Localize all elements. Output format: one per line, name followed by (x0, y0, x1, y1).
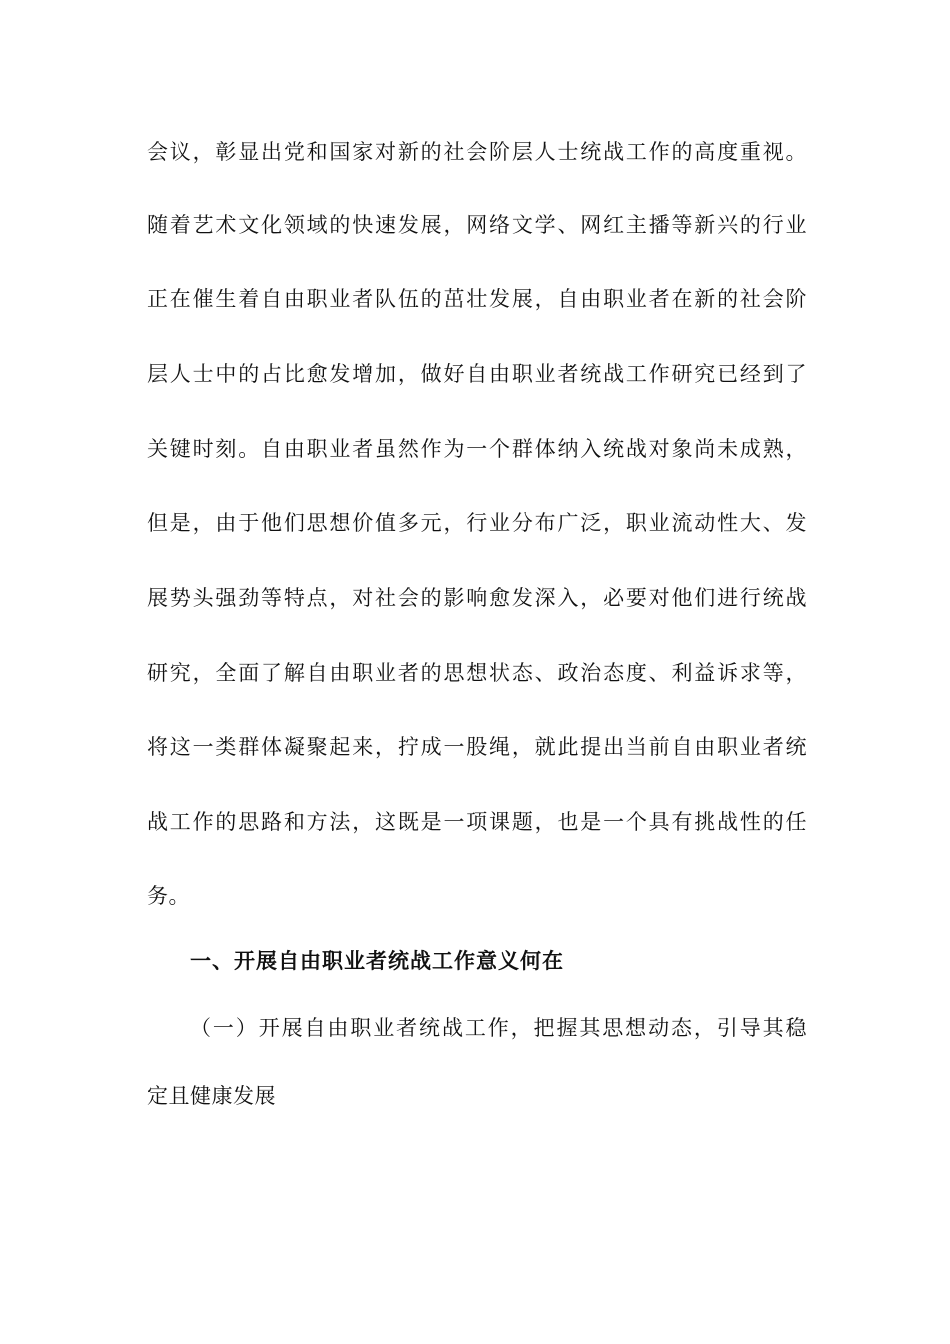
paragraph-line: 关键时刻。自由职业者虽然作为一个群体纳入统战对象尚未成熟， (147, 437, 807, 461)
paragraph-line: 随着艺术文化领域的快速发展，网络文学、网红主播等新兴的行业 (147, 213, 807, 237)
section-heading: 一、开展自由职业者统战工作意义何在 (190, 949, 564, 973)
paragraph-line: 务。 (147, 884, 190, 908)
subsection-heading-line: （一）开展自由职业者统战工作，把握其思想动态，引导其稳 (190, 1016, 807, 1040)
paragraph-line: 但是，由于他们思想价值多元，行业分布广泛，职业流动性大、发 (147, 511, 807, 535)
paragraph-line: 正在催生着自由职业者队伍的茁壮发展，自由职业者在新的社会阶 (147, 287, 807, 311)
paragraph-line: 将这一类群体凝聚起来，拧成一股绳，就此提出当前自由职业者统 (147, 735, 807, 759)
paragraph-line: 展势头强劲等特点，对社会的影响愈发深入，必要对他们进行统战 (147, 586, 807, 610)
paragraph-line: 会议，彰显出党和国家对新的社会阶层人士统战工作的高度重视。 (147, 140, 807, 164)
subsection-heading-line: 定且健康发展 (147, 1084, 276, 1108)
paragraph-line: 战工作的思路和方法，这既是一项课题，也是一个具有挑战性的任 (147, 810, 807, 834)
paragraph-line: 研究，全面了解自由职业者的思想状态、政治态度、利益诉求等， (147, 661, 807, 685)
paragraph-line: 层人士中的占比愈发增加，做好自由职业者统战工作研究已经到了 (147, 362, 807, 386)
